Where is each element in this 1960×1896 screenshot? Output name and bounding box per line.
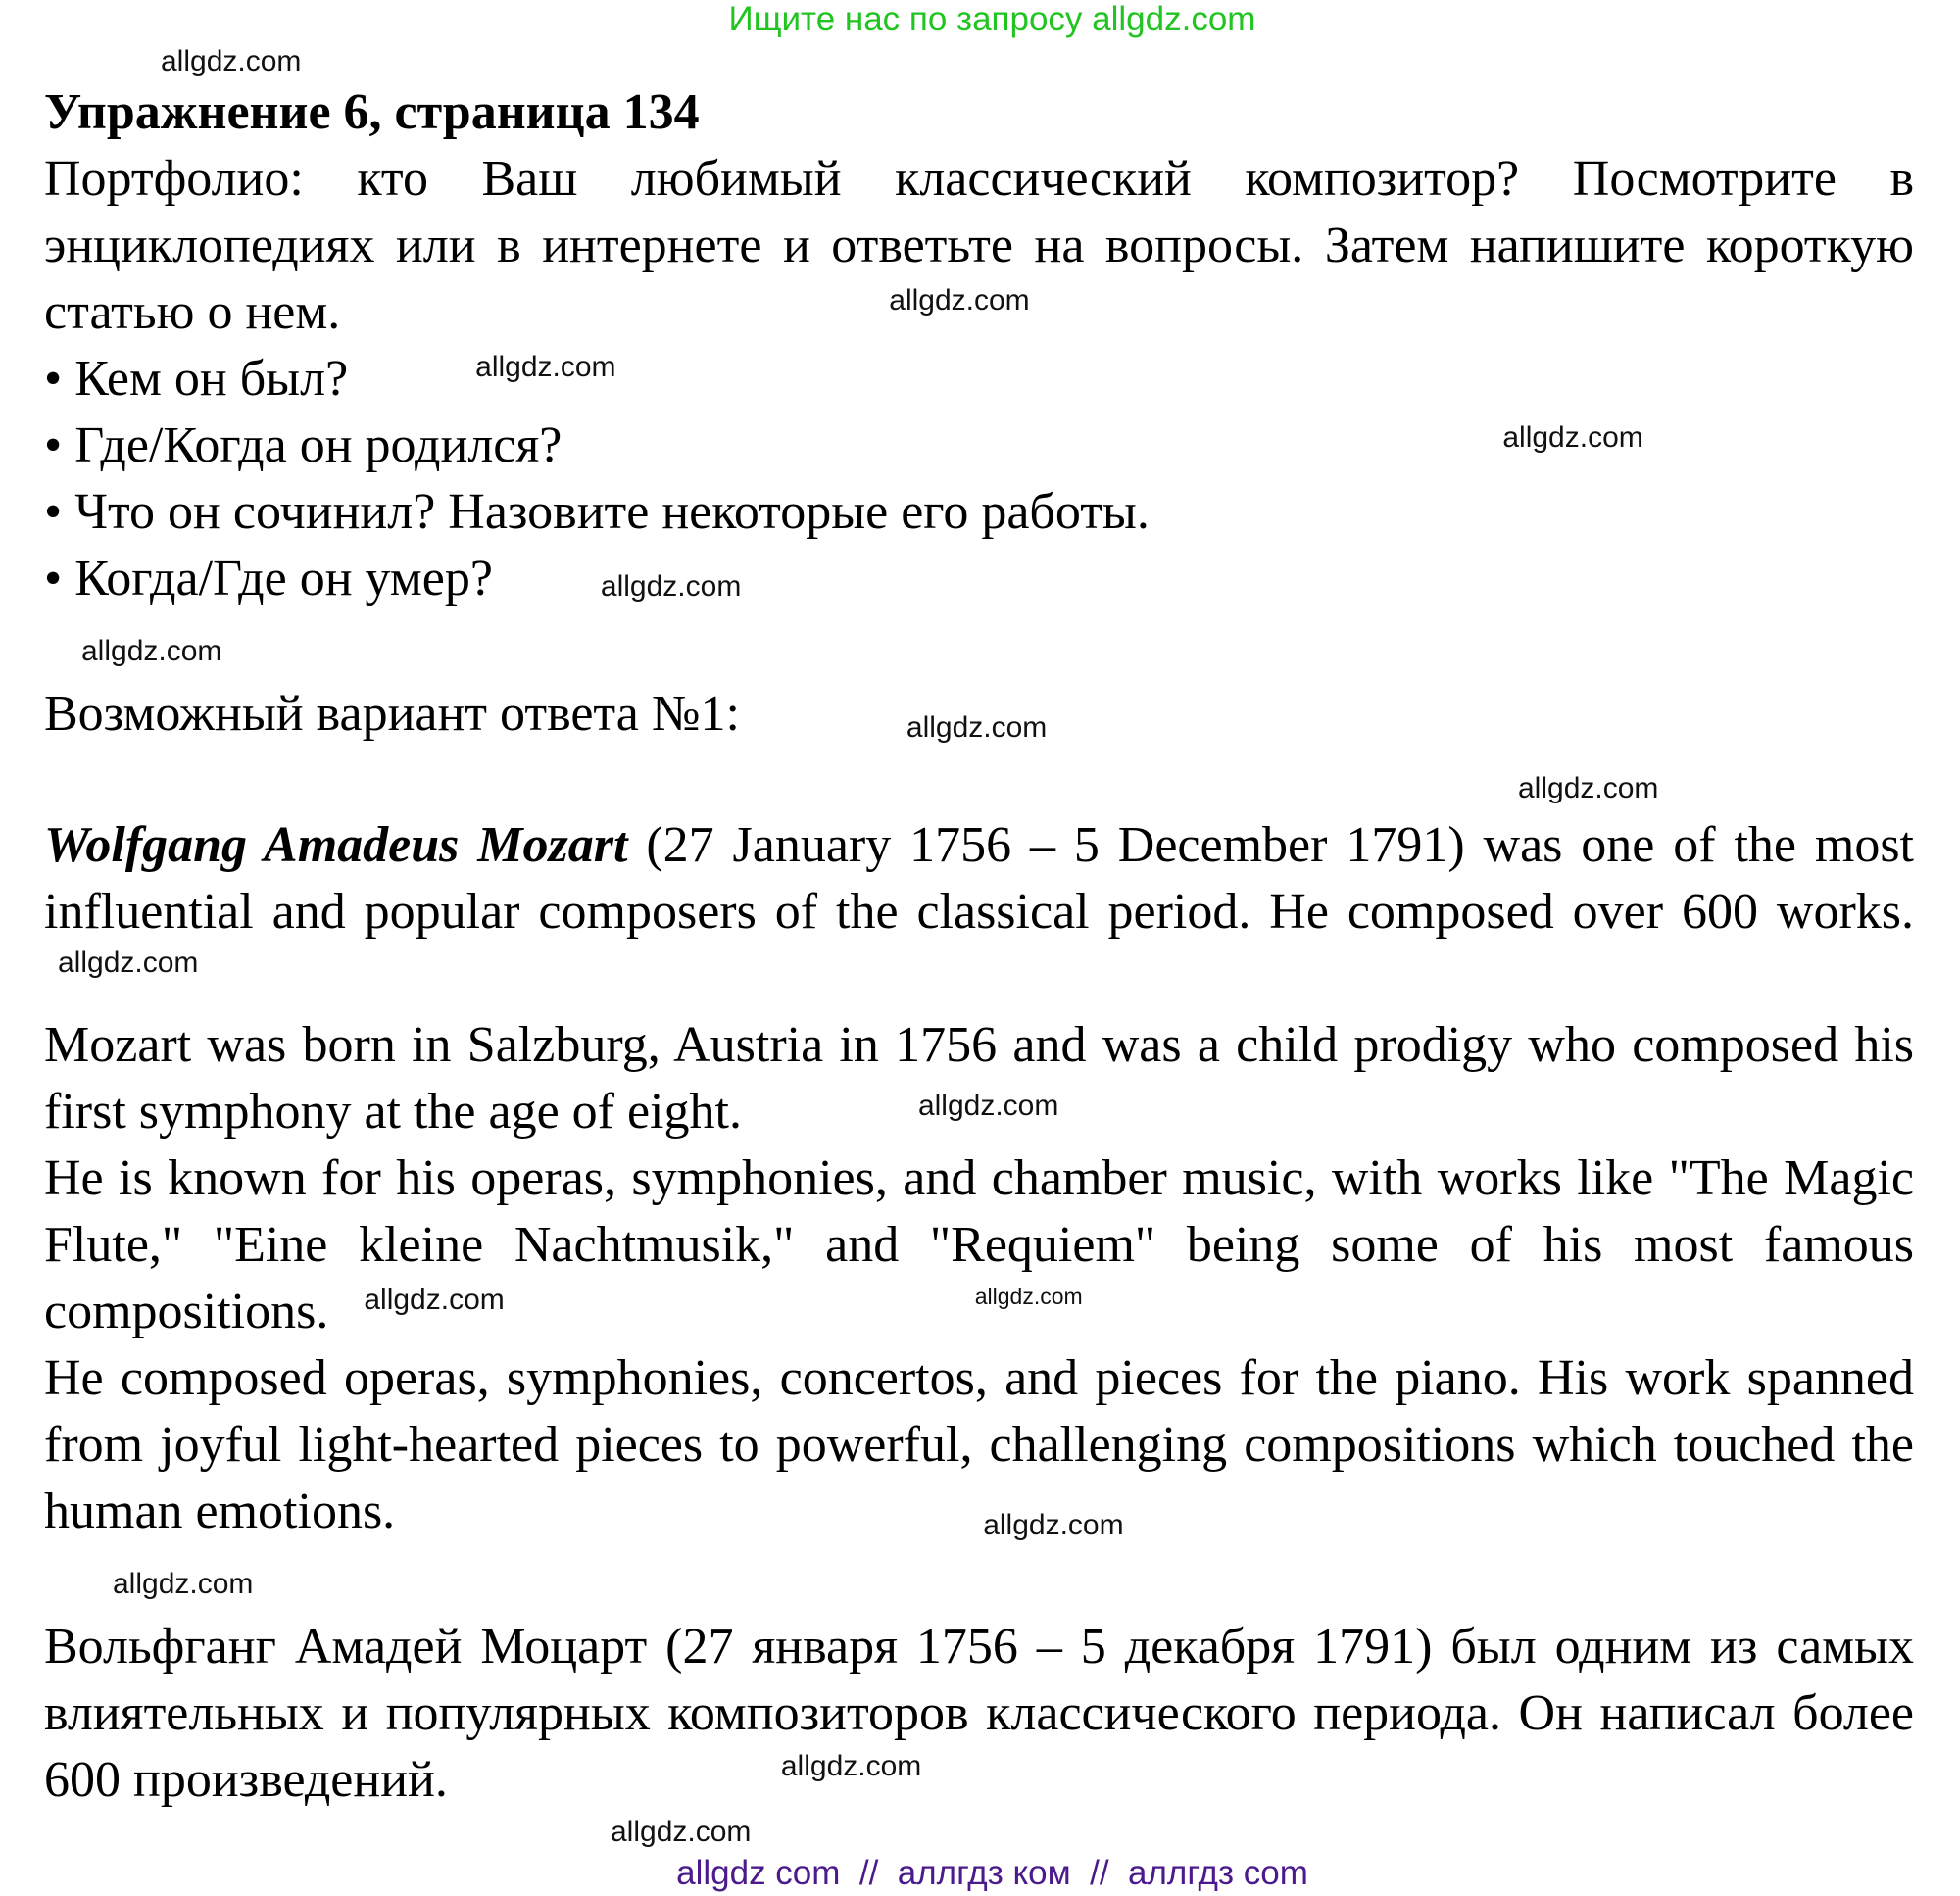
watermark: allgdz.com (906, 711, 1048, 744)
paragraph-text: He composed operas, symphonies, concertos, and pieces for the piano. His work spanned from joyful light-hearted pieces to powerful, challenging compositions which touched the human emotions. (44, 1350, 1914, 1539)
watermark: allgdz.com (983, 1509, 1124, 1541)
page-title: Упражнение 6, страница 134 (44, 84, 700, 140)
watermark: allgdz.com (58, 947, 199, 979)
composer-name: Wolfgang Amadeus Mozart (44, 817, 628, 873)
question-item: • Что он сочинил? Назовите некоторые его работы. (44, 484, 1150, 540)
watermark: allgdz.com (161, 45, 302, 77)
task-text: Портфолио: кто Ваш любимый классический композитор? Посмотрите в энциклопедиях или в интернете и ответьте на вопросы. Затем напишите короткую статью о нем. (44, 151, 1914, 340)
question-item (44, 346, 1914, 413)
question-text: • Когда/Где он умер? (44, 551, 493, 607)
answer-label: Возможный вариант ответа №1: (44, 686, 740, 742)
watermark: allgdz.com (780, 1750, 922, 1782)
watermark: allgdz.com (113, 1568, 254, 1600)
watermark-row (44, 1814, 1914, 1851)
question-text: • Кем он был? (44, 351, 349, 407)
watermark: allgdz.com (475, 351, 616, 383)
english-paragraph-1 (44, 812, 1914, 1012)
watermark-row (44, 1545, 1914, 1614)
watermark: allgdz.com (1518, 772, 1659, 804)
question-text: • Где/Когда он родился? (44, 417, 563, 473)
watermark: allgdz.com (974, 1284, 1083, 1309)
english-paragraph-2 (44, 1012, 1914, 1145)
watermark: allgdz.com (611, 1816, 752, 1848)
watermark: allgdz.com (81, 635, 222, 667)
russian-translation-block (44, 1614, 1914, 1814)
document-page (44, 0, 1914, 1895)
watermark-row (44, 612, 1914, 681)
question-item (44, 413, 1914, 479)
question-list (44, 346, 1914, 612)
question-item (44, 546, 1914, 612)
paragraph-text: He is known for his operas, symphonies, and chamber music, with works like "The Magic Flute," "Eine kleine Nachtmusik," and "Requiem" being some of his most famous compositions. (44, 1150, 1914, 1339)
russian-translation: Вольфганг Амадей Моцарт (27 января 1756 – 5 декабря 1791) был одним из самых влиятельных и популярных композиторов классического периода. Он написал более 600 произведений. (44, 1619, 1914, 1808)
footer-watermark: allgdz com // аллгдз ком // аллгдз com (676, 1854, 1308, 1892)
paragraph-text: (27 January 1756 – 5 December 1791) was one of the most influential and popular composers of the classical period. He composed over 600 works. (44, 817, 1915, 940)
watermark: allgdz.com (600, 570, 742, 603)
watermark-row (44, 44, 1914, 79)
watermark: allgdz.com (917, 1090, 1059, 1122)
watermark-row (44, 748, 1914, 812)
task-block (44, 146, 1914, 346)
watermark: allgdz.com (889, 284, 1030, 316)
watermark: allgdz.com (364, 1284, 505, 1316)
english-answer (44, 812, 1914, 1545)
watermark: allgdz.com (1502, 421, 1643, 454)
english-paragraph-4 (44, 1345, 1914, 1545)
top-banner: Ищите нас по запросу allgdz.com (728, 0, 1256, 38)
paragraph-text: Mozart was born in Salzburg, Austria in 1756 and was a child prodigy who composed his first symphony at the age of eight. (44, 1017, 1914, 1140)
english-paragraph-3 (44, 1145, 1914, 1345)
answer-label-block (44, 681, 1914, 748)
